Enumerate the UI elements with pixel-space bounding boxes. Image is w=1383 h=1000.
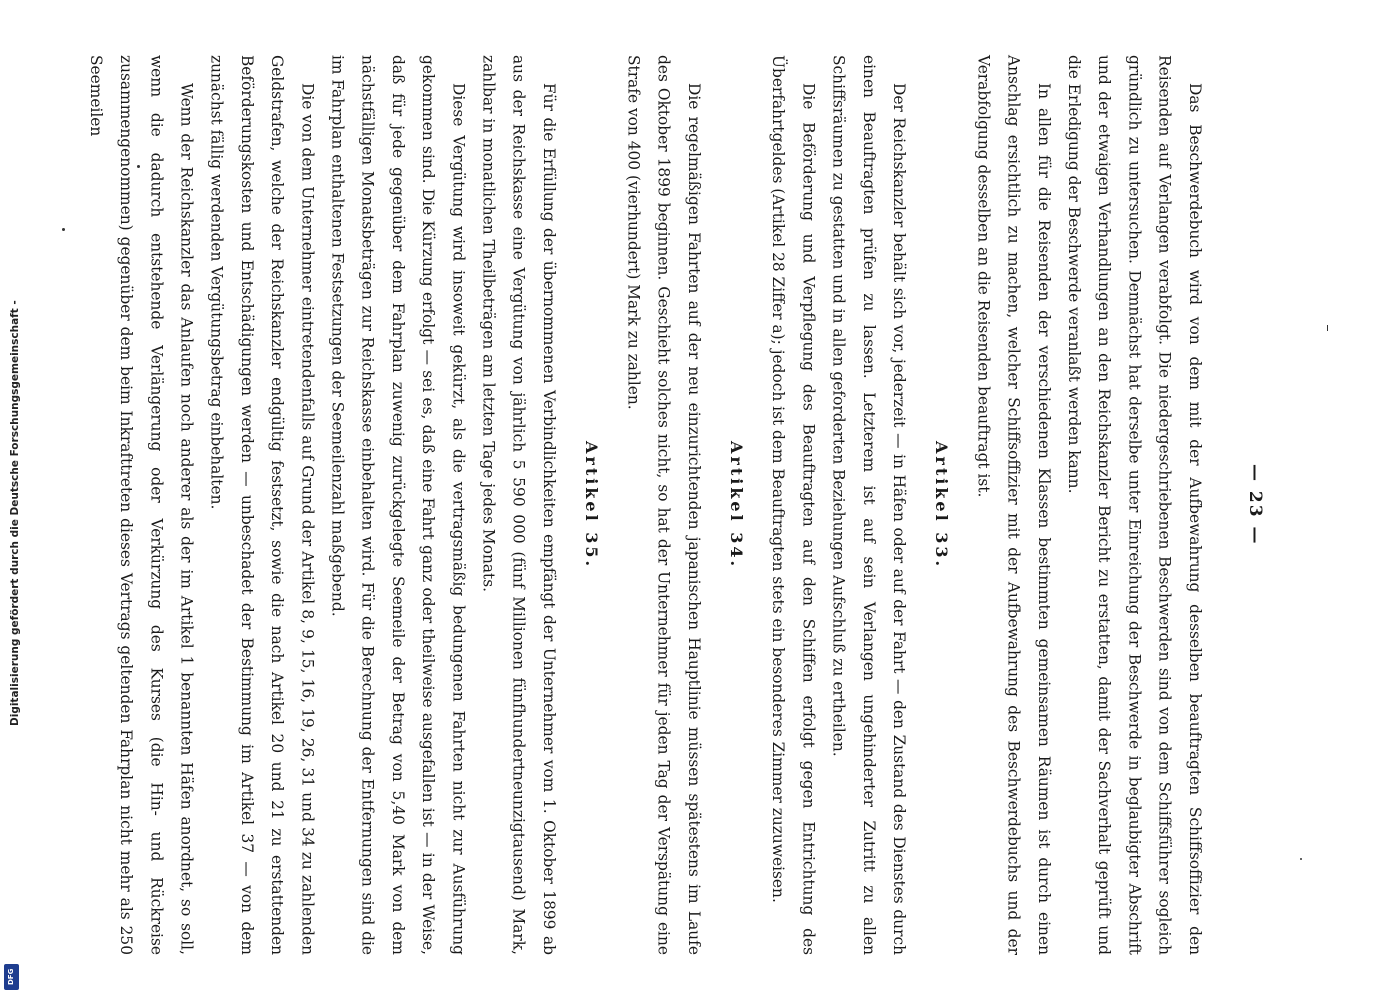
paragraph-regular-voyages: Die regelmäßigen Fahrten auf der neu einzurichtenden japanischen Hauptlinie müssen spätestens im Laufe des Oktober 1899 beginnen. Geschieht solches nicht, so hat der Unternehmer für jeden Tag der Verspätung eine Strafe von 400 (vierhundert) Mark zu zahlen. [624, 55, 703, 955]
scan-speck [62, 228, 65, 231]
paragraph-complaint-book: Das Beschwerdebuch wird von dem mit der Aufbewahrung desselben beauftragten Schiffsoffizier den Reisenden auf Verlangen verabfolgt. Die niedergeschriebenen Beschwerden sind von dem Schiffsführer sogleich gründlich zu untersuchen. Demnächst hat derselbe unter Einreichung der Beschwerde in beglaubigter Abschrift und der etwaigen Verhandlungen an den Reichskanzler Bericht zu erstatten, damit der Sachverhalt geprüft und die Erledigung der Beschwerde veranlaßt werden kann. [1064, 55, 1204, 955]
paragraph-fines: Die von dem Unternehmer eintretendenfalls auf Grund der Artikel 8, 9, 15, 16, 19, 26, 31 und 34 zu zahlenden Geldstrafen, welche der Reichskanzler endgültig festsetzt, sowie die nach Artikel 20 und 21 zu erstattenden Beförderungskosten und Entschädigungen werden — unbeschadet der Bestimmung im Artikel 37 — von dem zunächst fällig werdenden Vergütungsbetrag einbehalten. [207, 55, 317, 955]
heading-article-33: Artikel 33. [932, 440, 952, 570]
paragraph-notice-rooms: In allen für die Reisenden der verschiedenen Klassen bestimmten gemeinsamen Räumen ist durch einen Anschlag ersichtlich zu machen, welcher Schiffsoffizier mit der Aufbewahrung des Beschwerdebuchs und der Verabfolgung desselben an die Reisenden beauftragt ist. [974, 55, 1053, 955]
paragraph-compensation: Für die Erfüllung der übernommenen Verbindlichkeiten empfängt der Unternehmer vom 1. Oktober 1899 ab aus der Reichskasse eine Vergütung von jährlich 5 590 000 (fünf Millionen fünfhundertneunzigtausend) Mark, zahlbar in monatlichen Theilbeträgen am letzten Tage jedes Monats. [479, 55, 558, 955]
paragraph-inspection: Der Reichskanzler behält sich vor, jederzeit — in Häfen oder auf der Fahrt — den Zustand des Dienstes durch einen Beauftragten prüfen zu lassen. Letzterem ist auf sein Verlangen ungehinderter Zutritt zu allen Schiffsräumen zu gestatten und in allen geforderten Beziehungen Aufschluß zu ertheilen. [829, 55, 908, 955]
digitization-credit: Digitalisierung gefördert durch die Deutsche Forschungsgemeinschaft - [9, 300, 21, 726]
scan-speck [1327, 325, 1328, 331]
dfg-logo-text: DFG [7, 968, 15, 986]
dfg-logo [4, 964, 19, 990]
page-number: — 23 — [1245, 464, 1265, 546]
scan-speck [1300, 858, 1302, 860]
paragraph-commissioner-transport: Die Beförderung und Verpflegung des Beauftragten auf den Schiffen erfolgt gegen Entrichtung des Überfahrtgeldes (Artikel 28 Ziffer a); jedoch ist dem Beauftragten stets ein besonderes Zimmer zuzuweisen. [769, 55, 818, 955]
paragraph-additional-ports: Wenn der Reichskanzler das Anlaufen noch anderer als der im Artikel 1 benannten Häfen anordnet, so soll, wenn die dadurch entstehende Verlängerung oder Verkürzung des Kurses (die Hin- und Rückreise zusammengenommen) gegenüber dem beim Inkrafttreten dieses Vertrags geltenden Fahrplan nicht mehr als 250 Seemeilen [86, 55, 196, 955]
paragraph-reduction: Diese Vergütung wird insoweit gekürzt, als die vertragsmäßig bedungenen Fahrten nicht zur Ausführung gekommen sind. Die Kürzung erfolgt — sei es, daß eine Fahrt ganz oder theilweise ausgefallen ist — in der Weise, daß für jede gegenüber dem Fahrplan zuwenig zurückgelegte Seemeile der Betrag von 5,40 Mark von dem nächstfälligen Monatsbeträgen zur Reichskasse einbehalten wird. Für die Berechnung der Entfernungen sind die im Fahrplan enthaltenen Festsetzungen der Seemeilenzahl maßgebend. [328, 55, 468, 955]
heading-article-34: Artikel 34. [726, 440, 746, 570]
heading-article-35: Artikel 35. [582, 440, 602, 570]
scan-speck [137, 165, 140, 168]
document-page [86, 55, 1270, 955]
